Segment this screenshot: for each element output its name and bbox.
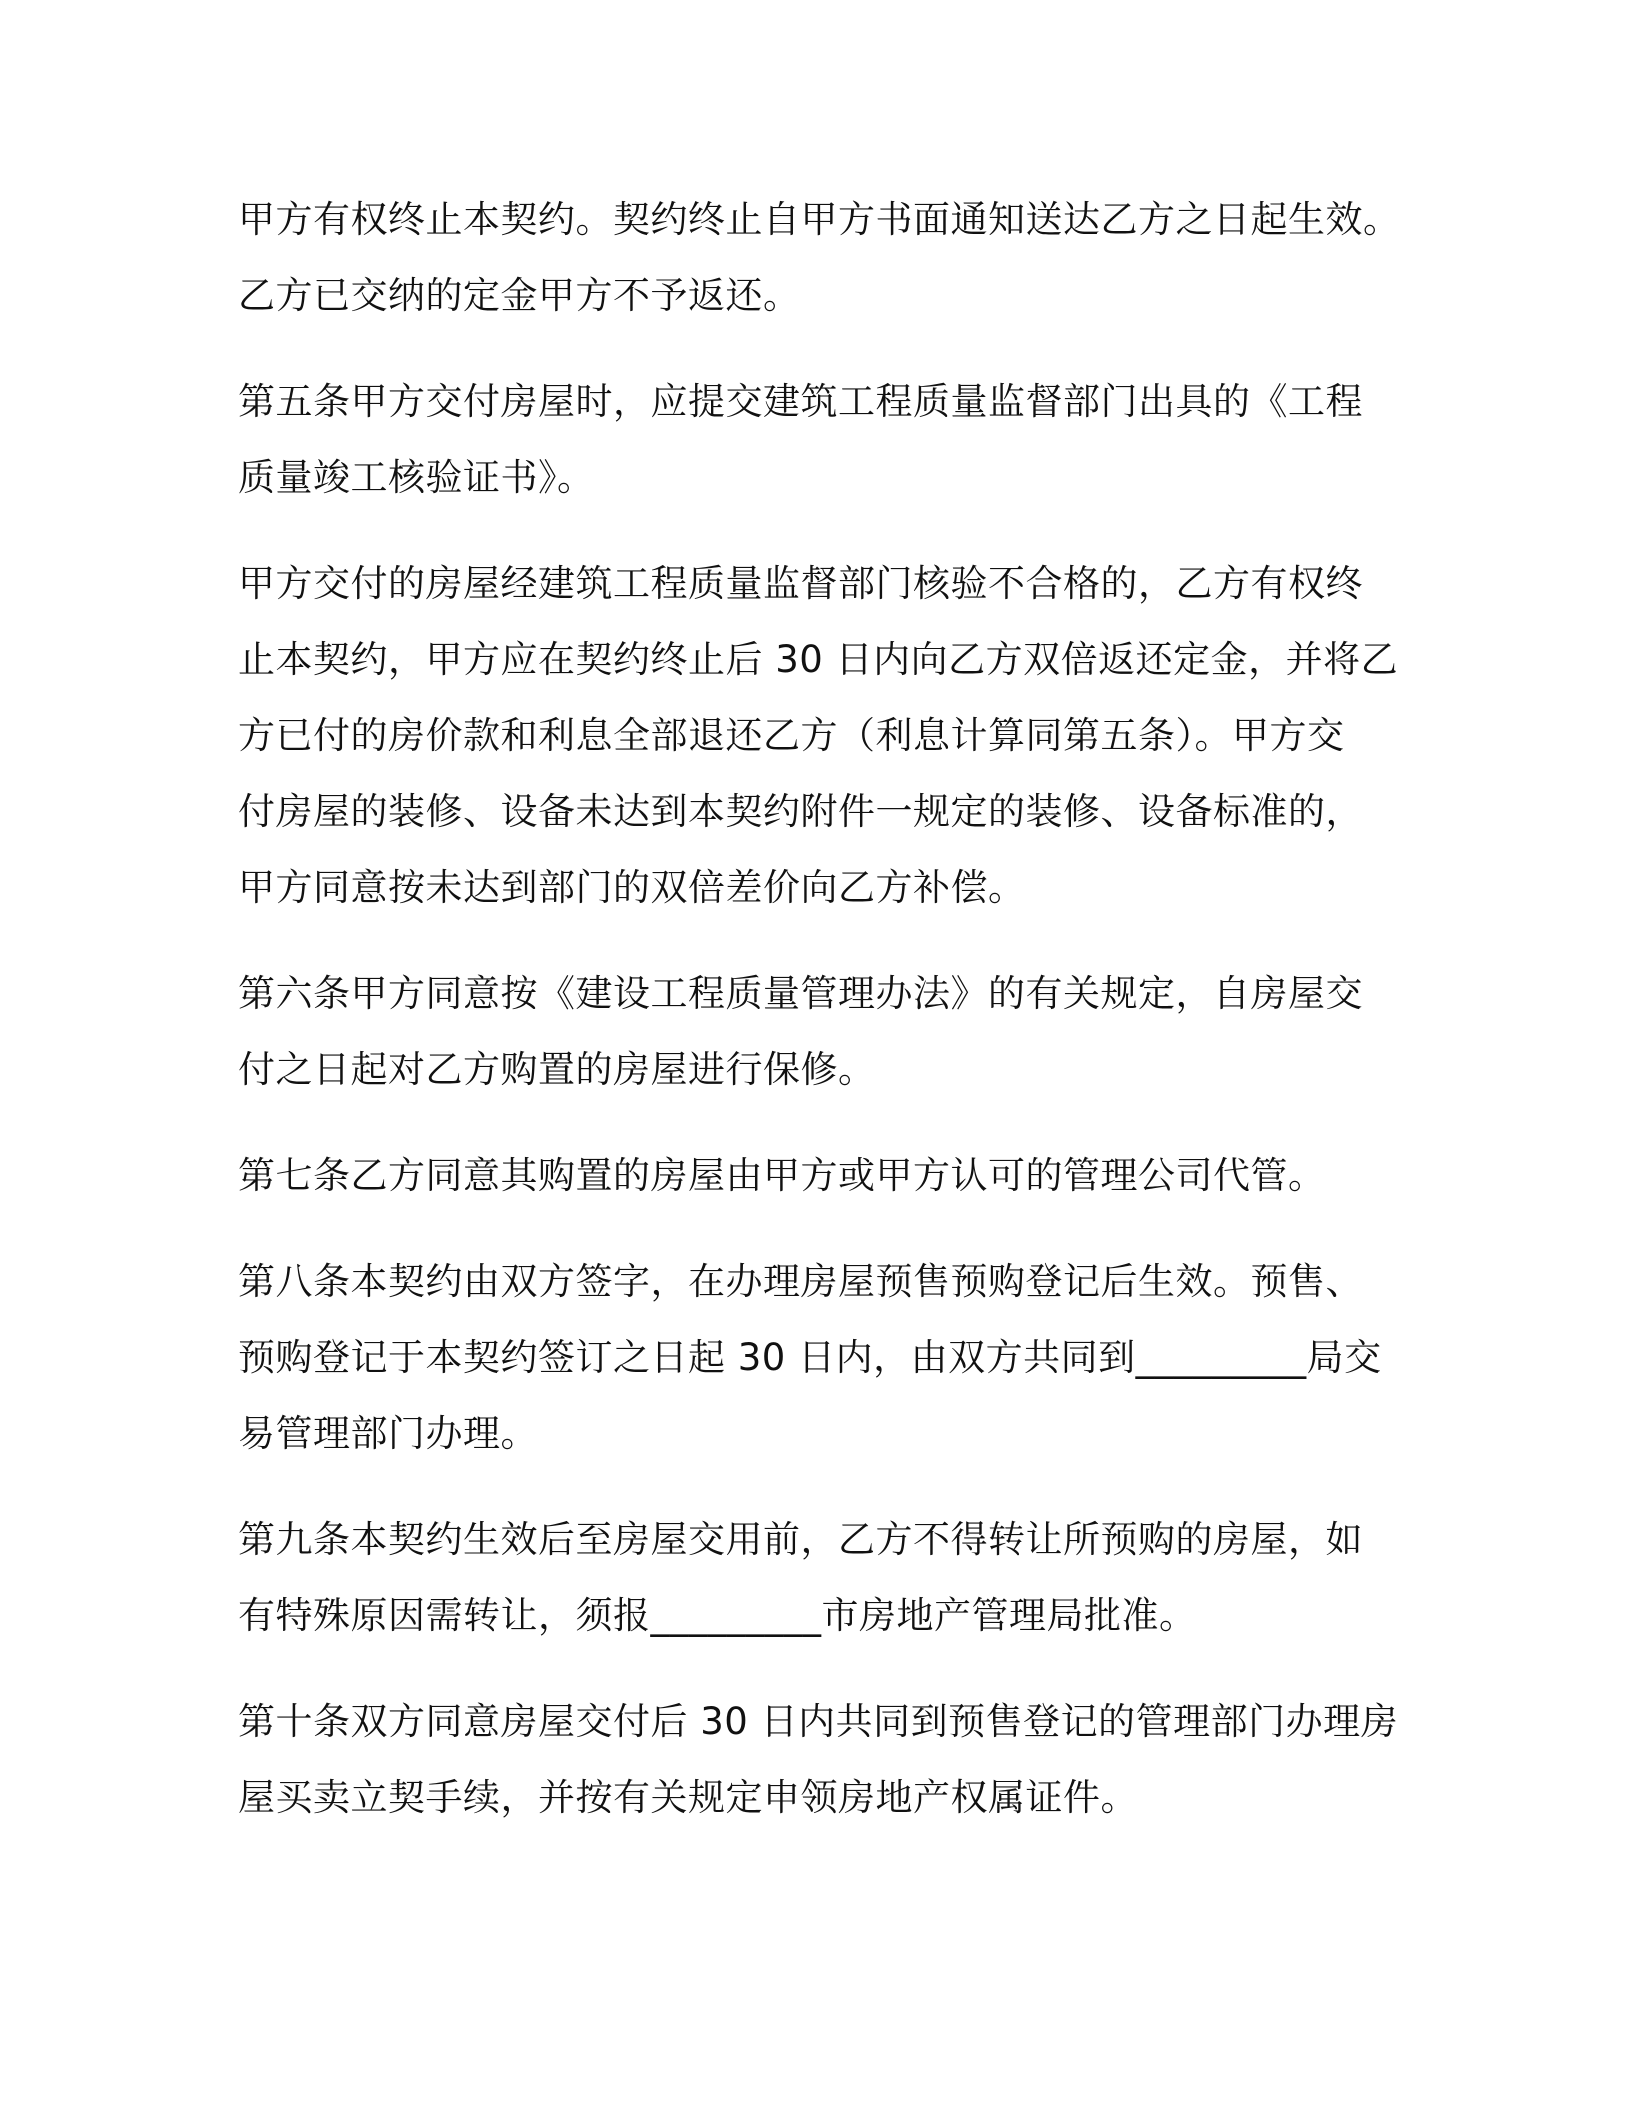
text-line: 第九条本契约生效后至房屋交用前，乙方不得转让所预购的房屋，如 (238, 1518, 1363, 1561)
text-line: 甲方交付的房屋经建筑工程质量监督部门核验不合格的，乙方有权终 (238, 562, 1363, 605)
paragraph-quality-failure (238, 546, 1403, 926)
text-line: 第十条双方同意房屋交付后 30 日内共同到预售登记的管理部门办理房 (238, 1700, 1399, 1743)
text-line: 方已付的房价款和利息全部退还乙方（利息计算同第五条）。甲方交 (238, 714, 1345, 757)
text-line: 止本契约，甲方应在契约终止后 30 日内向乙方双倍返还定金，并将乙 (238, 638, 1399, 681)
text-line: 付之日起对乙方购置的房屋进行保修。 (238, 1048, 876, 1091)
paragraph-article-8 (238, 1244, 1403, 1472)
paragraph-article-5 (238, 364, 1403, 516)
text-line: 乙方已交纳的定金甲方不予返还。 (238, 274, 801, 317)
text-line: 预购登记于本契约签订之日起 30 日内，由双方共同到_________局交 (238, 1336, 1382, 1379)
text-line: 屋买卖立契手续，并按有关规定申领房地产权属证件。 (238, 1776, 1138, 1819)
text-line: 甲方有权终止本契约。契约终止自甲方书面通知送达乙方之日起生效。 (238, 198, 1401, 241)
paragraph-article-7 (238, 1138, 1403, 1214)
paragraph-article-10 (238, 1684, 1403, 1836)
text-line: 易管理部门办理。 (238, 1412, 538, 1455)
text-line: 有特殊原因需转让，须报_________市房地产管理局批准。 (238, 1594, 1197, 1637)
text-line: 付房屋的装修、设备未达到本契约附件一规定的装修、设备标准的， (238, 790, 1363, 833)
text-line: 甲方同意按未达到部门的双倍差价向乙方补偿。 (238, 866, 1026, 909)
text-line: 第五条甲方交付房屋时，应提交建筑工程质量监督部门出具的《工程 (238, 380, 1363, 423)
text-line: 第七条乙方同意其购置的房屋由甲方或甲方认可的管理公司代管。 (238, 1154, 1326, 1197)
paragraph-article-9 (238, 1502, 1403, 1654)
text-line: 质量竣工核验证书》。 (238, 456, 595, 499)
paragraph-termination (238, 182, 1403, 334)
document-body (238, 182, 1403, 1866)
text-line: 第六条甲方同意按《建设工程质量管理办法》的有关规定，自房屋交 (238, 972, 1363, 1015)
paragraph-article-6 (238, 956, 1403, 1108)
text-line: 第八条本契约由双方签字，在办理房屋预售预购登记后生效。预售、 (238, 1260, 1363, 1303)
